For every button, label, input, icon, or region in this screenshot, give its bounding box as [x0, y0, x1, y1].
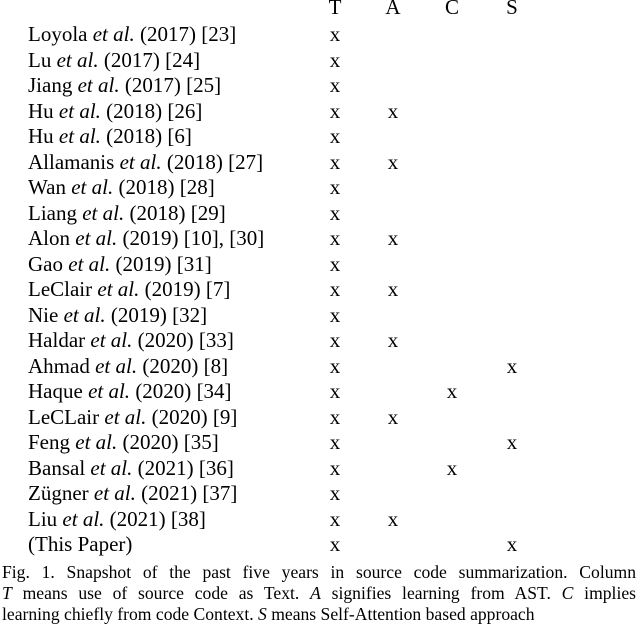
year: (2020)	[122, 430, 179, 454]
citation: [9]	[212, 404, 238, 429]
citation: [23]	[201, 22, 237, 46]
reference-cell	[28, 379, 232, 404]
author-name: Lu	[28, 47, 52, 72]
reference-cell	[28, 430, 219, 455]
et-al: et al.	[95, 353, 138, 378]
citation: [35]	[183, 430, 219, 454]
reference-cell	[28, 252, 212, 277]
reference-cell	[28, 456, 234, 481]
year: (2019)	[115, 251, 172, 276]
author-name: Alon	[28, 226, 70, 250]
citation: [25]	[186, 73, 222, 97]
mark-t: x	[329, 22, 341, 46]
author-name: Jiang	[28, 73, 73, 97]
et-al: et al.	[58, 124, 101, 148]
table-row	[0, 277, 640, 303]
column-header-a: A	[385, 0, 401, 19]
mark-a: x	[387, 226, 399, 250]
table-row	[0, 22, 640, 48]
year: (2017)	[124, 73, 181, 97]
et-al: et al.	[104, 404, 147, 429]
mark-t: x	[329, 481, 341, 505]
reference-cell	[28, 48, 200, 73]
mark-t: x	[329, 226, 341, 250]
caption-line-2	[2, 583, 636, 604]
mark-t: x	[329, 328, 341, 352]
mark-a: x	[387, 149, 399, 174]
mark-a: x	[387, 506, 399, 531]
mark-c: x	[446, 379, 458, 403]
citation: [8]	[203, 353, 229, 378]
caption-text: signifies learning from AST.	[320, 583, 562, 603]
mark-a: x	[387, 98, 399, 123]
figure-caption	[2, 562, 636, 625]
author-name: Gao	[28, 251, 63, 276]
et-al: et al.	[93, 481, 136, 505]
citation: [7]	[205, 277, 231, 301]
mark-t: x	[329, 353, 341, 378]
citation: [28]	[179, 175, 215, 199]
caption-var-t: T	[2, 583, 12, 603]
mark-a: x	[387, 404, 399, 429]
author-name: Ahmad	[28, 353, 90, 378]
reference-cell	[28, 303, 207, 328]
et-al: et al.	[119, 149, 162, 174]
table-row	[0, 99, 640, 125]
mark-t: x	[329, 149, 341, 174]
mark-t: x	[329, 98, 341, 123]
caption-text: learning chiefly from code Context.	[2, 604, 259, 624]
reference-cell	[28, 405, 237, 430]
mark-t: x	[329, 455, 341, 480]
table-row	[0, 226, 640, 252]
year: (2019)	[110, 302, 167, 327]
reference-cell	[28, 150, 263, 175]
mark-t: x	[329, 73, 341, 97]
et-al: et al.	[75, 226, 118, 250]
citation: [6]	[167, 124, 192, 148]
author-name: Liang	[28, 200, 77, 225]
year: (2021)	[109, 506, 166, 531]
year: (2017)	[103, 47, 160, 72]
year: (2020)	[151, 404, 208, 429]
table-row	[0, 379, 640, 405]
citation: [31]	[176, 251, 212, 276]
year: (2020)	[142, 353, 199, 378]
table-row	[0, 532, 640, 558]
reference-cell	[28, 277, 230, 302]
mark-a: x	[387, 277, 399, 301]
author-name: Allamanis	[28, 149, 115, 174]
reference-cell	[28, 73, 221, 98]
et-al: et al.	[82, 200, 125, 225]
table-row	[0, 150, 640, 176]
caption-text: means use of source code as Text.	[11, 583, 311, 603]
mark-t: x	[329, 430, 341, 454]
et-al: et al.	[62, 506, 105, 531]
table-row	[0, 405, 640, 431]
year: (2021)	[141, 481, 198, 505]
year: (2020)	[137, 328, 194, 352]
reference-cell	[28, 175, 215, 200]
reference-cell	[28, 354, 228, 379]
reference-cell	[28, 532, 132, 557]
table-row	[0, 481, 640, 507]
et-al: et al.	[90, 455, 133, 480]
author-name: Wan	[28, 175, 66, 199]
author-name: Zügner	[28, 481, 89, 505]
author-name: Liu	[28, 506, 58, 531]
reference-cell	[28, 481, 237, 506]
mark-t: x	[329, 404, 341, 429]
table-row	[0, 456, 640, 482]
table-row	[0, 303, 640, 329]
author-name: Bansal	[28, 455, 86, 480]
et-al: et al.	[97, 277, 140, 301]
reference-cell	[28, 201, 226, 226]
year: (2019)	[144, 277, 201, 301]
table-row	[0, 354, 640, 380]
caption-line-1: Fig. 1. Snapshot of the past five years in source code summarization. Column	[2, 562, 636, 582]
year: (2021)	[137, 455, 194, 480]
table-row	[0, 507, 640, 533]
caption-var-c: C	[561, 583, 574, 603]
table-row	[0, 124, 640, 150]
author-name: Feng	[28, 430, 70, 454]
reference-cell	[28, 328, 234, 353]
citation: [10], [30]	[183, 226, 265, 250]
mark-t: x	[329, 251, 341, 276]
year: (2019)	[122, 226, 179, 250]
citation: [32]	[172, 302, 208, 327]
et-al: et al.	[77, 73, 120, 97]
author-name: LeCLair	[28, 404, 100, 429]
column-header-s: S	[506, 0, 518, 19]
reference-cell	[28, 22, 236, 47]
citation: [37]	[202, 481, 238, 505]
mark-t: x	[329, 124, 341, 148]
table-row	[0, 328, 640, 354]
mark-t: x	[329, 47, 341, 72]
author-name: Hu	[28, 98, 54, 123]
citation: [34]	[196, 379, 232, 403]
mark-t: x	[329, 302, 341, 327]
year: (2018)	[166, 149, 223, 174]
mark-a: x	[387, 328, 399, 352]
mark-t: x	[329, 175, 341, 199]
year: (2018)	[106, 98, 163, 123]
mark-s: x	[506, 532, 518, 556]
table-row	[0, 201, 640, 227]
citation: [38]	[170, 506, 206, 531]
citation: [26]	[167, 98, 203, 123]
mark-t: x	[329, 506, 341, 531]
citation: [24]	[165, 47, 201, 72]
et-al: et al.	[92, 22, 135, 46]
year: (2018)	[106, 124, 163, 148]
column-header-t: T	[328, 0, 342, 19]
author-name: Haque	[28, 379, 83, 403]
reference-cell	[28, 226, 264, 251]
author-name: Nie	[28, 302, 59, 327]
et-al: et al.	[58, 98, 101, 123]
table-row	[0, 252, 640, 278]
mark-s: x	[506, 353, 518, 378]
author-name: (This Paper)	[28, 532, 133, 556]
author-name: LeClair	[28, 277, 93, 301]
mark-t: x	[329, 277, 341, 301]
reference-cell	[28, 99, 202, 124]
reference-cell	[28, 507, 206, 532]
author-name: Haldar	[28, 328, 86, 352]
et-al: et al.	[56, 47, 99, 72]
et-al: et al.	[68, 251, 111, 276]
citation: [29]	[190, 200, 226, 225]
year: (2018)	[129, 200, 186, 225]
reference-cell	[28, 124, 192, 149]
column-header-c: C	[444, 0, 459, 19]
table-row	[0, 48, 640, 74]
mark-t: x	[329, 532, 341, 556]
caption-text: implies	[573, 583, 636, 603]
author-name: Loyola	[28, 22, 88, 46]
caption-text: means Self-Attention based approach	[266, 604, 535, 624]
et-al: et al.	[75, 430, 118, 454]
table-row	[0, 175, 640, 201]
et-al: et al.	[88, 379, 131, 403]
caption-var-a: A	[310, 583, 321, 603]
citation: [27]	[228, 149, 264, 174]
citation: [33]	[198, 328, 234, 352]
mark-s: x	[506, 430, 518, 454]
caption-var-s: S	[258, 604, 267, 624]
table-row	[0, 430, 640, 456]
year: (2017)	[139, 22, 196, 46]
citation: [36]	[198, 455, 234, 480]
mark-c: x	[446, 455, 458, 480]
mark-t: x	[329, 379, 341, 403]
mark-t: x	[329, 200, 341, 225]
caption-line-3	[2, 604, 636, 625]
author-name: Hu	[28, 124, 54, 148]
year: (2018)	[118, 175, 175, 199]
table-row	[0, 73, 640, 99]
et-al: et al.	[71, 175, 114, 199]
et-al: et al.	[63, 302, 106, 327]
et-al: et al.	[90, 328, 133, 352]
year: (2020)	[135, 379, 192, 403]
